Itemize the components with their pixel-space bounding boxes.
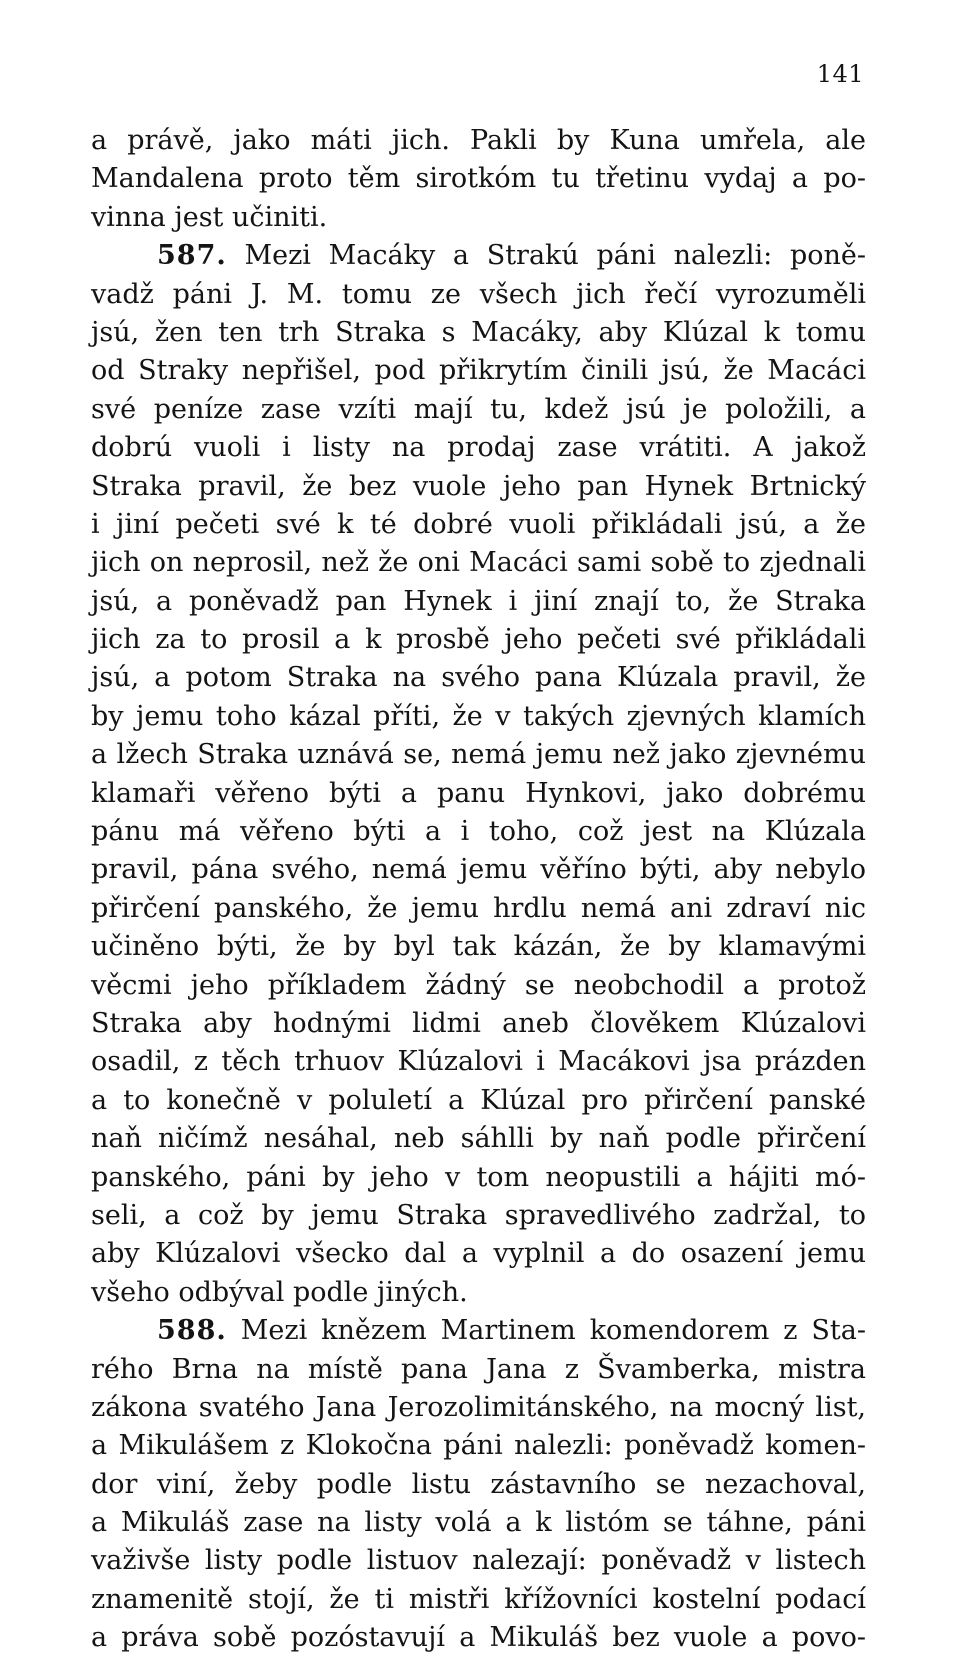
line-text: a lžech Straka uznává se, nemá jemu než jako zjevnému	[91, 739, 866, 771]
text-line	[91, 1504, 866, 1542]
text-line	[91, 1312, 866, 1350]
text-line	[91, 1542, 866, 1580]
line-text: aby Klúzalovi všecko dal a vyplnil a do osazení jemu	[91, 1238, 866, 1270]
text-line	[91, 199, 866, 237]
text-line	[91, 1351, 866, 1389]
text-line	[91, 659, 866, 697]
line-text: Straka aby hodnými lidmi aneb člověkem Klúzalovi	[91, 1007, 866, 1039]
line-text: a to konečně v poluletí a Klúzal pro přirčení panské	[91, 1084, 866, 1116]
text-line	[91, 391, 866, 429]
text-line	[91, 1274, 866, 1312]
line-text: všeho odbýval podle jiných.	[91, 1276, 468, 1308]
line-text: Straka pravil, že bez vuole jeho pan Hynek Brtnický	[91, 470, 866, 502]
line-text: přirčení panského, že jemu hrdlu nemá ani zdraví nic	[91, 892, 866, 924]
line-text: vadž páni J. M. tomu ze všech jich řečí vyrozuměli	[91, 278, 866, 310]
line-text: znamenitě stojí, že ti mistři křížovníci kostelní podací	[91, 1583, 866, 1615]
line-text: vinna jest učiniti.	[91, 201, 328, 233]
text-line	[91, 122, 866, 160]
text-line	[91, 1427, 866, 1465]
text-line	[91, 1120, 866, 1158]
text-line	[91, 1389, 866, 1427]
line-text: a právě, jako máti jich. Pakli by Kuna umřela, ale	[91, 125, 866, 156]
line-text: od Straky nepřišel, pod přikrytím činili jsú, že Macáci	[91, 355, 866, 387]
line-text: jich za to prosil a k prosbě jeho pečeti své přikládali	[91, 624, 866, 656]
line-text: Mezi knězem Martinem komendorem z Sta-	[226, 1315, 866, 1347]
text-line	[91, 468, 866, 506]
text-line	[91, 621, 866, 659]
line-text: seli, a což by jemu Straka spravedlivého zadržal, to	[91, 1199, 866, 1231]
line-text: věcmi jeho příkladem žádný se neobchodil a protož	[91, 969, 866, 1001]
text-line	[91, 1159, 866, 1197]
line-text: pánu má věřeno býti a i toho, což jest na Klúzala	[91, 816, 866, 848]
line-text: dor viní, žeby podle listu zástavního se nezachoval,	[91, 1468, 866, 1500]
text-line	[91, 775, 866, 813]
text-line	[91, 813, 866, 851]
text-line	[91, 1043, 866, 1081]
text-line	[91, 736, 866, 774]
line-text: jich on neprosil, než že oni Macáci sami sobě to zjednali	[91, 547, 866, 579]
paragraph-number: 588.	[157, 1315, 227, 1347]
line-text: a práva sobě pozóstavují a Mikuláš bez vuole a povo-	[91, 1622, 866, 1654]
line-text: zákona svatého Jana Jerozolimitánského, na mocný list,	[91, 1391, 866, 1423]
text-line	[91, 429, 866, 467]
line-text: své peníze zase vzíti mají tu, kdež jsú je položili, a	[91, 393, 866, 425]
line-text: dobrú vuoli i listy na prodaj zase vrátiti. A jakož	[91, 432, 866, 464]
paragraph-number: 587.	[157, 240, 227, 272]
text-line	[91, 276, 866, 314]
line-text: pravil, pána svého, nemá jemu věříno býti, aby nebylo	[91, 854, 866, 886]
line-text: Mezi Macáky a Strakú páni nalezli: poně-	[226, 240, 866, 272]
line-text: učiněno býti, že by byl tak kázán, že by klamavými	[91, 931, 866, 963]
line-text: rého Brna na místě pana Jana z Švamberka, mistra	[91, 1353, 866, 1385]
line-text: i jiní pečeti své k té dobré vuoli přikládali jsú, a že	[91, 508, 866, 540]
text-line	[91, 544, 866, 582]
text-line	[91, 1082, 866, 1120]
line-text: jsú, a potom Straka na svého pana Klúzala pravil, že	[91, 662, 866, 694]
line-text: a Mikulášem z Klokočna páni nalezli: poněvadž komen-	[91, 1430, 866, 1462]
line-text: panského, páni by jeho v tom neopustili a hájiti mó-	[91, 1161, 866, 1193]
text-line	[91, 314, 866, 352]
text-line	[91, 160, 866, 198]
text-line	[91, 851, 866, 889]
text-line	[91, 1005, 866, 1043]
text-line	[91, 928, 866, 966]
line-text: Mandalena proto těm sirotkóm tu třetinu vydaj a po-	[91, 163, 866, 195]
body-text	[91, 122, 866, 1658]
text-line	[91, 967, 866, 1005]
text-line	[91, 1197, 866, 1235]
line-text: osadil, z těch trhuov Klúzalovi i Macákovi jsa prázden	[91, 1046, 866, 1078]
page-number: 141	[816, 60, 864, 88]
line-text: by jemu toho kázal příti, že v takých zjevných klamích	[91, 700, 866, 732]
text-line	[91, 1581, 866, 1619]
line-text: jsú, a poněvadž pan Hynek i jiní znají to, že Straka	[91, 585, 866, 617]
line-text: klamaři věřeno býti a panu Hynkovi, jako dobrému	[91, 777, 866, 809]
text-line	[91, 1619, 866, 1657]
text-line	[91, 698, 866, 736]
text-line	[91, 1235, 866, 1273]
line-text: a Mikuláš zase na listy volá a k listóm se táhne, páni	[91, 1507, 866, 1539]
text-line	[91, 237, 866, 275]
line-text: jsú, žen ten trh Straka s Macáky, aby Klúzal k tomu	[91, 316, 866, 348]
text-line	[91, 506, 866, 544]
text-line	[91, 890, 866, 928]
text-line	[91, 352, 866, 390]
text-line	[91, 1466, 866, 1504]
text-line	[91, 583, 866, 621]
line-text: važivše listy podle listuov nalezají: poněvadž v listech	[91, 1545, 866, 1577]
line-text: naň ničímž nesáhal, neb sáhlli by naň podle přirčení	[91, 1123, 866, 1155]
